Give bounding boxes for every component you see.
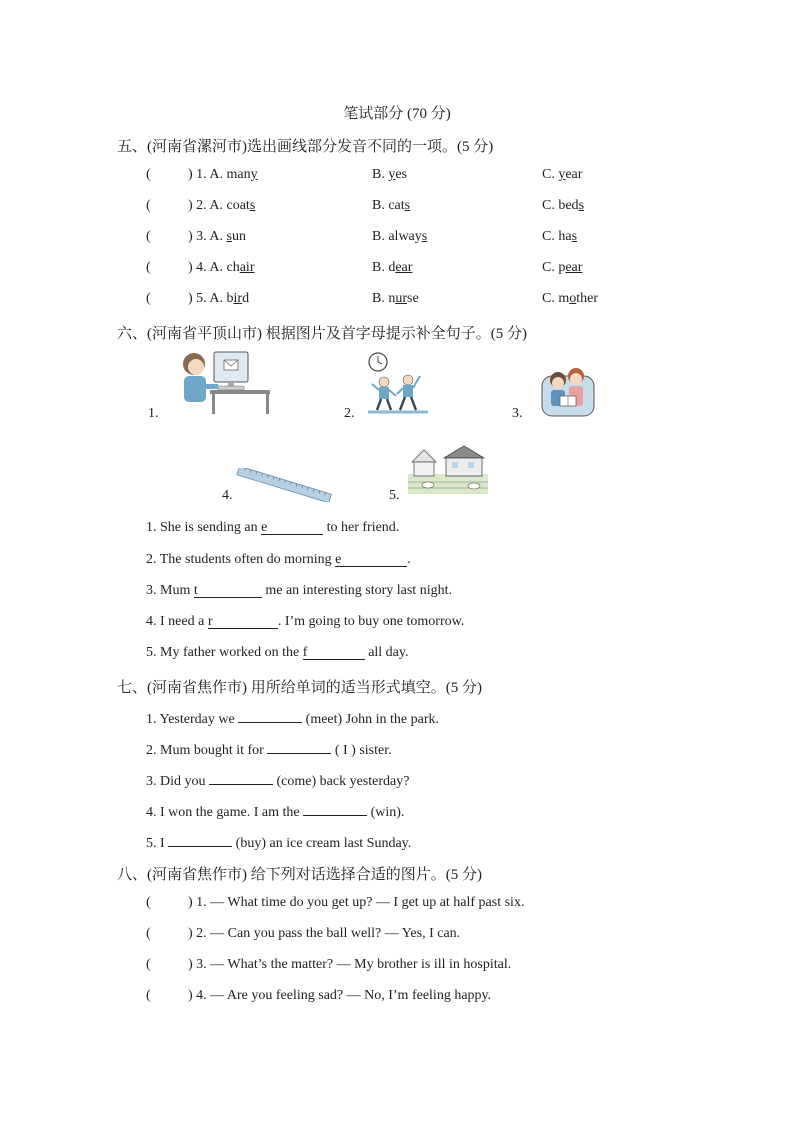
section-7-sentence-4: 4. I won the game. I am the (win).: [146, 801, 404, 821]
fill-blank[interactable]: t: [194, 583, 262, 598]
section-7-heading: 七、(河南省焦作市) 用所给单词的适当形式填空。(5 分): [117, 680, 482, 696]
answer-paren[interactable]: (: [146, 895, 151, 910]
answer-paren[interactable]: (: [146, 957, 151, 972]
picture-label-2: 2.: [344, 406, 355, 421]
morning-exercise-picture: [366, 350, 430, 416]
section-5-heading: 五、(河南省漯河市)选出画线部分发音不同的一项。(5 分): [117, 139, 494, 155]
fill-blank[interactable]: [303, 801, 367, 816]
section-6-heading: 六、(河南省平顶山市) 根据图片及首字母提示补全句子。(5 分): [117, 326, 527, 342]
section-7-sentence-1: 1. Yesterday we (meet) John in the park.: [146, 708, 439, 728]
fill-blank[interactable]: [238, 708, 302, 723]
picture-label-3: 3.: [512, 406, 523, 421]
fill-blank[interactable]: e: [335, 552, 407, 567]
answer-paren[interactable]: (: [146, 229, 151, 244]
fill-blank[interactable]: [168, 832, 232, 847]
section-7-sentence-2: 2. Mum bought it for ( I ) sister.: [146, 739, 392, 759]
picture-label-1: 1.: [148, 406, 159, 421]
section-6-sentence-5: 5. My father worked on the f all day.: [146, 645, 409, 660]
fill-blank[interactable]: r: [208, 614, 278, 629]
section-8-heading: 八、(河南省焦作市) 给下列对话选择合适的图片。(5 分): [117, 867, 482, 883]
girl-computer-picture: [174, 350, 274, 416]
picture-label-4: 4.: [222, 488, 233, 503]
section-6-sentence-3: 3. Mum t me an interesting story last night.: [146, 583, 452, 598]
answer-paren[interactable]: (: [146, 260, 151, 275]
mother-story-picture: [538, 360, 598, 420]
answer-paren[interactable]: (: [146, 988, 151, 1003]
fill-blank[interactable]: [209, 770, 273, 785]
section-7-sentence-5: 5. I (buy) an ice cream last Sunday.: [146, 832, 411, 852]
section-6-sentence-4: 4. I need a r . I’m going to buy one tomorrow.: [146, 614, 465, 629]
page-title: 笔试部分 (70 分): [343, 106, 451, 122]
section-7-sentence-3: 3. Did you (come) back yesterday?: [146, 770, 409, 790]
fill-blank[interactable]: e: [261, 520, 323, 535]
farm-picture: [408, 444, 488, 494]
answer-paren[interactable]: (: [146, 291, 151, 306]
section-6-sentence-1: 1. She is sending an e to her friend.: [146, 520, 400, 535]
ruler-picture: [234, 468, 334, 502]
fill-blank[interactable]: f: [303, 645, 365, 660]
fill-blank[interactable]: [267, 739, 331, 754]
picture-label-5: 5.: [389, 488, 400, 503]
answer-paren[interactable]: (: [146, 926, 151, 941]
answer-paren[interactable]: (: [146, 167, 151, 182]
answer-paren[interactable]: (: [146, 198, 151, 213]
section-6-sentence-2: 2. The students often do morning e .: [146, 552, 411, 567]
